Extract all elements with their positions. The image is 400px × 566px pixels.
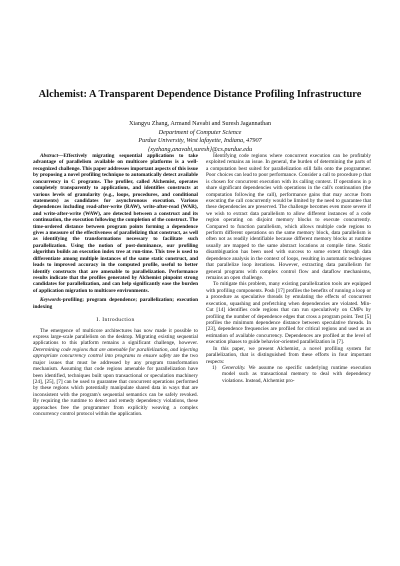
abstract-text: —Effectively migrating sequential applications to take advantage of parallelism available on multicore platforms is a well-recognized challenge. This paper addresses important aspects of this issue by proposing a novel profiling technique to automatically detect available concurrency in C programs. The profiler, called Alchemist, operates completely transparently to applications, and identifies constructs at various levels of granularity (e.g., loops, procedures, and conditional statements) as candidates for asynchronous execution. Various dependences including read-after-write (RAW), write-after-read (WAR), and write-after-write (WAW), are detected between a construct and its continuation, the execution following the completion of the construct. The time-ordered distance between program points forming a dependence gives a measure of the effectiveness of parallelizing that construct, as well as identifying the transformations necessary to facilitate such parallelization. Using the notion of post-dominance, our profiling algorithm builds an execution index tree at run-time. This tree is used to differentiate among multiple instances of the same static construct, and leads to improved accuracy in the computed profile, useful to better identify constructs that are amenable to parallelization. Performance results indicate that the profiles generated by Alchemist pinpoint strong candidates for parallelization, and can help significantly ease the burden of application migration to multicore environments. xyxy=(33,153,198,294)
paper-title: Alchemist: A Transparent Dependence Distance Profiling Infrastructure xyxy=(38,89,362,100)
list-item-label: Generality. xyxy=(222,364,246,371)
list-item xyxy=(206,365,371,384)
author-affiliation: Purdue University, West lafayette, Indiana, 47907 xyxy=(138,137,262,145)
intro-paragraph xyxy=(33,328,198,418)
list-item-text: We assume no specific underlying runtime execution model such as transactional memory to deal with dependency violations. Instead, Alchemist pro- xyxy=(222,364,371,384)
body-paragraph-1: Identifying code regions where concurrent execution can be profitably exploited remains an issue. In general, the burden of determining the parts of a computation best suited for parallelization still falls onto the programmer. Poor choices can lead to poor performance. Consider a call to procedure p that is chosen for concurrent execution with its calling context. If operations in p share significant dependencies with operations in the call's continuation (the computation following the call), performance gains that may accrue from executing the call concurrently would be limited by the need to guarantee that these dependencies are preserved. The challenge becomes even more severe if we wish to extract data parallelism to allow different instances of a code region operating on disjoint memory blocks to execute concurrently. Compared to function parallelism, which allows multiple code regions to perform different operations on the same memory block, data parallelism is often not as readily identifiable because different memory blocks at runtime usually are mapped to the same abstract locations at compile time. Static disambiguation has been used with success to some extent through data dependence analysis in the context of loops, resulting in automatic techniques that parallelize loop iterations. However, extracting data parallelism for general programs with complex control flow and dataflow mechanisms, remains an open challenge. xyxy=(206,153,371,282)
section-heading-introduction: I. Introduction xyxy=(96,317,135,324)
intro-text-emphasis: Determining code regions that are amenable for parallelization, and injecting appropriate concurrency control into programs to ensure safety xyxy=(33,346,198,360)
keywords xyxy=(33,297,198,310)
abstract xyxy=(33,153,198,294)
body-paragraph-3: In this paper, we present Alchemist, a novel profiling system for parallelization, that is distinguished from these efforts in four important respects: xyxy=(206,345,371,365)
keywords-label: Keywords xyxy=(40,297,61,304)
intro-text-b: are the two major issues that must be addressed by any program transformation mechanism. Assuming that code regions amenable for parallelization have been identified, techniques built upon transactional or speculation machinery [24], [25], [7] can be used to guarantee that concurrent operations performed by these regions which potentially manipulate shared data in ways that are inconsistent with the program's sequential semantics can be safely revoked. By requiring the runtime to detect and remedy dependency violations, these approaches free the programmer from explicitly weaving a complex concurrency control protocol within the application. xyxy=(33,353,198,418)
abstract-label: Abstract xyxy=(40,153,59,159)
left-column xyxy=(33,153,198,417)
author-department: Department of Computer Science xyxy=(158,128,242,136)
author-block xyxy=(0,120,400,154)
intro-text-a: The emergence of multicore architectures has now made it possible to express large-scale parallelism on the desktop. Migrating existing sequential applications to this platform remains a significant challenge, however. xyxy=(33,327,198,347)
keywords-text: -profiling; program dependence; parallelization; execution indexing xyxy=(33,297,198,310)
author-names: Xiangyu Zhang, Armand Navabi and Suresh Jagannathan xyxy=(128,120,272,127)
contribution-list xyxy=(206,365,371,384)
list-item-number: 1) xyxy=(212,364,217,371)
right-column xyxy=(206,153,371,384)
author-email: {xyzhang,anavabi,suresh}@cs.purdue.edu xyxy=(147,145,253,153)
body-paragraph-2: To mitigate this problem, many existing parallelization tools are equipped with profiling components. Posh [17] profiles the benefits of running a loop or a procedure as speculative threads by emulating the effects of concurrent execution, squashing and prefetching when dependencies are violated. Min-Cut [14] identifies code regions that can run speculatively on CMPs by profiling the number of dependence edges that cross a program point. Test [5] profiles the minimum dependence distance between speculative threads. In [23], dependence frequencies are profiled for critical regions and used as an estimation of available concurrency. Dependences are profiled at the level of execution phases to guide behavior-oriented parallelization in [7]. xyxy=(206,281,371,346)
